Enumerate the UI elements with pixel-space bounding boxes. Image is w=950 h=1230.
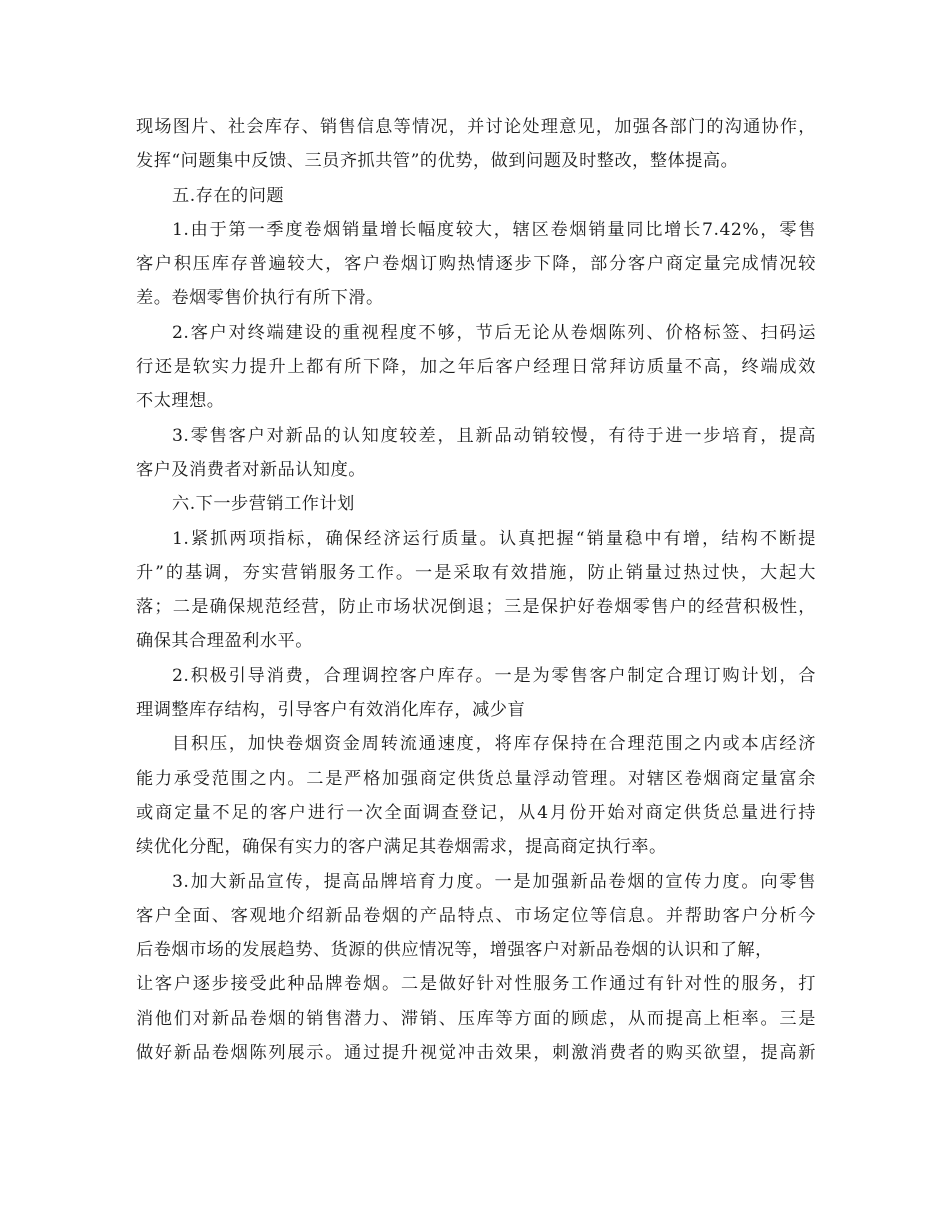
body-text-line: 客户积压库存普遍较大，客户卷烟订购热情逐步下降，部分客户商定量完成情况较: [136, 254, 816, 275]
body-text-line: 2.积极引导消费，合理调控客户库存。一是为零售客户制定合理订购计划，合: [172, 665, 816, 686]
body-text-line: 落；二是确保规范经营，防止市场状况倒退；三是保护好卷烟零售户的经营积极性，: [136, 597, 816, 618]
body-text-line: 目积压，加快卷烟资金周转流通速度，将库存保持在合理范围之内或本店经济: [172, 734, 816, 755]
body-text-line: 续优化分配，确保有实力的客户满足其卷烟需求，提高商定执行率。: [136, 837, 667, 858]
document-page: [136, 110, 816, 1070]
body-text-line: 差。卷烟零售价执行有所下滑。: [136, 288, 384, 309]
body-text-line: 理调整库存结构，引导客户有效消化库存，减少盲: [136, 700, 526, 721]
body-text-line: 能力承受范围之内。二是严格加强商定供货总量浮动管理。对辖区卷烟商定量富余: [136, 768, 816, 789]
body-text-line: 3.零售客户对新品的认知度较差，且新品动销较慢，有待于进一步培育，提高: [172, 425, 816, 446]
body-text-line: 消他们对新品卷烟的销售潜力、滞销、压库等方面的顾虑，从而提高上柜率。三是: [136, 1008, 816, 1029]
body-text-line: 升”的基调，夯实营销服务工作。一是采取有效措施，防止销量过热过快，大起大: [136, 562, 816, 583]
body-text-line: 确保其合理盈利水平。: [136, 631, 313, 652]
body-text-line: 2.客户对终端建设的重视程度不够，节后无论从卷烟陈列、价格标签、扫码运: [172, 322, 816, 343]
body-text-line: 让客户逐步接受此种品牌卷烟。二是做好针对性服务工作通过有针对性的服务，打: [136, 974, 816, 995]
body-text-line: 1.由于第一季度卷烟销量增长幅度较大，辖区卷烟销量同比增长7.42%，零售: [172, 219, 816, 240]
body-text-line: 客户及消费者对新品认知度。: [136, 459, 366, 480]
section-heading: 六.下一步营销工作计划: [172, 494, 355, 515]
section-heading: 五.存在的问题: [172, 185, 285, 206]
body-text-line: 后卷烟市场的发展趋势、货源的供应情况等，增强客户对新品卷烟的认识和了解，: [136, 940, 773, 961]
body-text-line: 做好新品卷烟陈列展示。通过提升视觉冲击效果，刺激消费者的购买欲望，提高新: [136, 1043, 816, 1064]
body-text-line: 客户全面、客观地介绍新品卷烟的产品特点、市场定位等信息。并帮助客户分析今: [136, 905, 816, 926]
body-text-line: 发挥“问题集中反馈、三员齐抓共管”的优势，做到问题及时整改，整体提高。: [136, 151, 739, 172]
body-text-line: 行还是软实力提升上都有所下降，加之年后客户经理日常拜访质量不高，终端成效: [136, 357, 816, 378]
body-text-line: 3.加大新品宣传，提高品牌培育力度。一是加强新品卷烟的宣传力度。向零售: [172, 871, 816, 892]
body-text-line: 现场图片、社会库存、销售信息等情况，并讨论处理意见，加强各部门的沟通协作，: [136, 117, 816, 137]
body-text-line: 或商定量不足的客户进行一次全面调查登记，从4月份开始对商定供货总量进行持: [136, 802, 816, 823]
body-text-line: 1.紧抓两项指标，确保经济运行质量。认真把握“销量稳中有增，结构不断提: [172, 528, 816, 549]
body-text-line: 不太理想。: [136, 391, 225, 412]
